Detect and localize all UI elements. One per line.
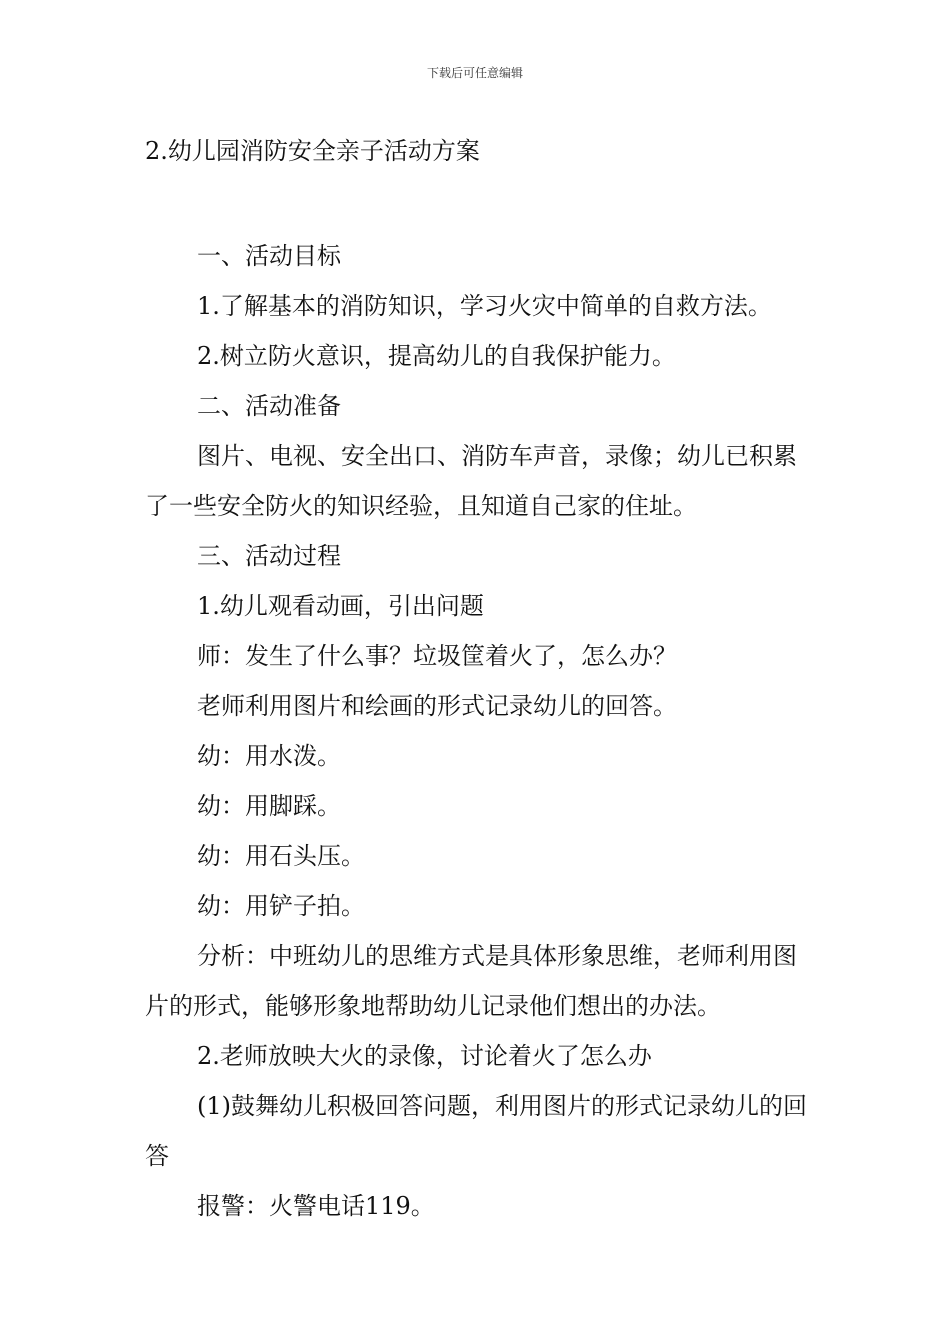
preparation-text: 图片、电视、安全出口、消防车声音，录像；幼儿已积累了一些安全防火的知识经验，且知道自己家的住址。 xyxy=(145,442,797,520)
process-substep-1: (1)鼓舞幼儿积极回答问题，利用图片的形式记录幼儿的回答 xyxy=(145,1092,807,1170)
child-answer: 幼：用石头压。 xyxy=(197,842,365,870)
process-step-2: 2.老师放映大火的录像，讨论着火了怎么办 xyxy=(197,1042,652,1070)
section-heading-goals: 一、活动目标 xyxy=(197,242,341,270)
section-heading-process: 三、活动过程 xyxy=(197,542,341,570)
page-header-note: 下载后可任意编辑 xyxy=(426,66,523,80)
child-answer: 幼：用铲子拍。 xyxy=(197,892,365,920)
teacher-question: 师：发生了什么事？垃圾筐着火了，怎么办？ xyxy=(197,642,677,670)
document-body xyxy=(145,231,810,1231)
child-answer: 幼：用脚踩。 xyxy=(197,792,341,820)
teacher-note: 老师利用图片和绘画的形式记录幼儿的回答。 xyxy=(197,692,677,720)
goal-item-1: 1.了解基本的消防知识，学习火灾中简单的自救方法。 xyxy=(197,292,772,320)
child-answer: 幼：用水泼。 xyxy=(197,742,341,770)
document-title: 2.幼儿园消防安全亲子活动方案 xyxy=(145,137,480,165)
section-heading-preparation: 二、活动准备 xyxy=(197,392,341,420)
analysis-text: 分析：中班幼儿的思维方式是具体形象思维，老师利用图片的形式，能够形象地帮助幼儿记录他们想出的办法。 xyxy=(145,942,797,1020)
process-step-1: 1.幼儿观看动画，引出问题 xyxy=(197,592,484,620)
goal-item-2: 2.树立防火意识，提高幼儿的自我保护能力。 xyxy=(197,342,676,370)
alarm-text: 报警：火警电话119。 xyxy=(197,1192,435,1220)
